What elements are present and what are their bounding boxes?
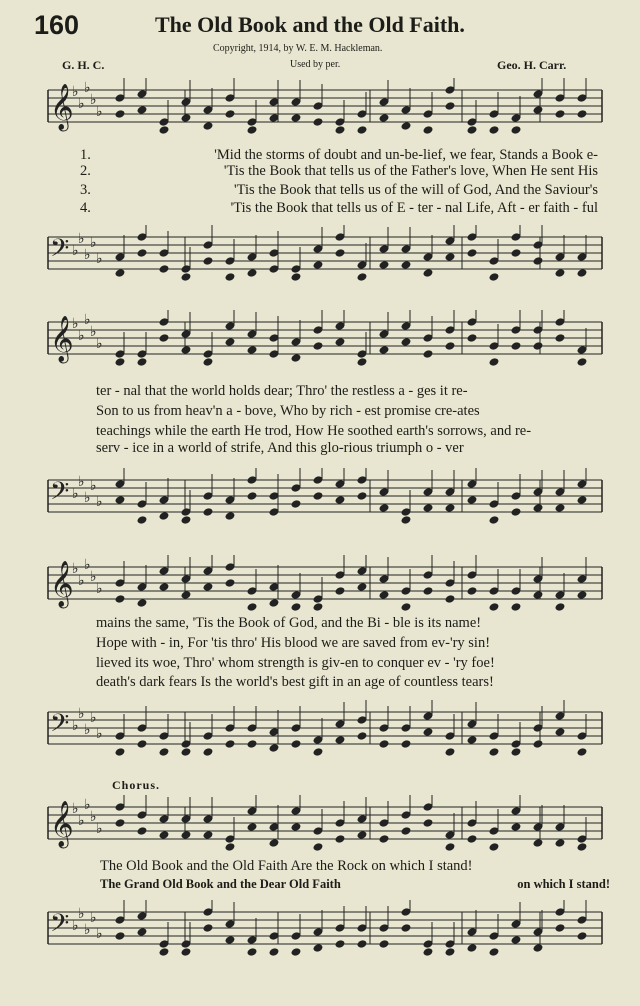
svg-text:♭: ♭ <box>84 798 91 813</box>
svg-text:𝄢: 𝄢 <box>50 478 70 511</box>
svg-text:𝄞: 𝄞 <box>50 84 74 129</box>
svg-text:♭: ♭ <box>72 719 79 734</box>
svg-text:♭: ♭ <box>72 85 79 100</box>
svg-text:♭: ♭ <box>96 582 103 597</box>
verse-3-line-2: teachings while the earth He trod, How He soothed earth's sorrows, and re- <box>96 423 532 439</box>
chorus-line-1: The Old Book and the Old Faith Are the Rock on which I stand! <box>100 858 473 874</box>
svg-text:♭: ♭ <box>78 232 85 247</box>
svg-text:♭: ♭ <box>84 81 91 96</box>
chorus-label: Chorus. <box>112 778 161 792</box>
verse-3-line-1: 3. 'Tis the Book that tells us of the will of God, And the Saviour's <box>80 182 598 198</box>
svg-text:♭: ♭ <box>84 723 91 738</box>
svg-text:♭: ♭ <box>78 329 85 344</box>
verse-1-line-1: 1. 'Mid the storms of doubt and un-be-lief, we fear, Stands a Book e- <box>80 147 598 163</box>
svg-text:♭: ♭ <box>84 923 91 938</box>
svg-text:♭: ♭ <box>72 562 79 577</box>
usage-notice: Used by per. <box>290 59 341 70</box>
verse-3-line-3: lieved its woe, Thro' whom strength is giv-en to conquer ev - 'ry foe! <box>96 655 495 671</box>
svg-text:♭: ♭ <box>90 711 97 726</box>
svg-text:♭: ♭ <box>72 317 79 332</box>
svg-text:♭: ♭ <box>96 727 103 742</box>
svg-text:♭: ♭ <box>78 907 85 922</box>
bass-staff-system-3 <box>0 700 640 765</box>
svg-text:♭: ♭ <box>90 325 97 340</box>
composer-credit: Geo. H. Carr. <box>497 58 567 72</box>
svg-text:𝄢: 𝄢 <box>50 710 70 743</box>
bass-staff-chorus <box>0 900 640 975</box>
svg-text:𝄢: 𝄢 <box>50 235 70 268</box>
svg-text:𝄞: 𝄞 <box>50 316 74 361</box>
svg-text:♭: ♭ <box>78 574 85 589</box>
svg-text:♭: ♭ <box>84 558 91 573</box>
hymn-number: 160 <box>34 10 80 40</box>
treble-staff-chorus <box>0 795 640 865</box>
svg-text:♭: ♭ <box>78 814 85 829</box>
treble-staff-system-2 <box>0 310 640 380</box>
svg-text:♭: ♭ <box>84 248 91 263</box>
chorus-line-2-a: The Grand Old Book and the Dear Old Faith <box>100 877 341 891</box>
svg-text:♭: ♭ <box>84 313 91 328</box>
chorus-line-2-b: on which I stand! <box>517 877 610 891</box>
svg-text:♭: ♭ <box>84 491 91 506</box>
verse-number: 1. <box>80 147 91 163</box>
svg-text:𝄢: 𝄢 <box>50 910 70 943</box>
svg-text:♭: ♭ <box>90 93 97 108</box>
verse-1-line-2: ter - nal that the world holds dear; Thro' the restless a - ges it re- <box>96 383 468 399</box>
svg-text:♭: ♭ <box>90 236 97 251</box>
svg-text:♭: ♭ <box>90 911 97 926</box>
svg-text:𝄞: 𝄞 <box>50 801 74 846</box>
bass-staff-system-2 <box>0 468 640 533</box>
svg-text:𝄞: 𝄞 <box>50 561 74 606</box>
svg-text:♭: ♭ <box>90 570 97 585</box>
svg-text:♭: ♭ <box>72 919 79 934</box>
verse-4-line-1: 4. 'Tis the Book that tells us of E - ter - nal Life, Aft - er faith - ful <box>80 200 598 216</box>
lyricist-credit: G. H. C. <box>62 58 105 72</box>
svg-text:♭: ♭ <box>78 707 85 722</box>
svg-text:♭: ♭ <box>78 97 85 112</box>
verse-1-line-3: mains the same, 'Tis the Book of God, and the Bi - ble is its name! <box>96 615 482 631</box>
copyright-notice: Copyright, 1914, by W. E. M. Hackleman. <box>213 43 383 54</box>
verse-number: 2. <box>80 163 91 179</box>
verse-number: 3. <box>80 182 91 198</box>
svg-text:♭: ♭ <box>96 337 103 352</box>
svg-text:♭: ♭ <box>96 495 103 510</box>
chorus-line-2 <box>100 877 610 892</box>
verse-2-line-3: Hope with - in, For 'tis thro' His blood we are saved from ev-'ry sin! <box>96 635 491 651</box>
verse-number: 4. <box>80 200 91 216</box>
hymn-title: The Old Book and the Old Faith. <box>155 12 465 37</box>
svg-text:♭: ♭ <box>72 802 79 817</box>
svg-text:♭: ♭ <box>90 479 97 494</box>
svg-text:♭: ♭ <box>96 822 103 837</box>
svg-text:♭: ♭ <box>96 927 103 942</box>
verse-2-line-2: Son to us from heav'n a - bove, Who by rich - est promise cre-ates <box>96 403 480 419</box>
treble-staff-system-1 <box>0 78 640 148</box>
bass-staff-system-1 <box>0 225 640 285</box>
verse-4-line-3: death's dark fears Is the world's best gift in an age of countless tears! <box>96 674 494 690</box>
svg-text:♭: ♭ <box>78 475 85 490</box>
svg-text:♭: ♭ <box>96 105 103 120</box>
svg-text:♭: ♭ <box>72 244 79 259</box>
svg-text:♭: ♭ <box>96 252 103 267</box>
svg-text:♭: ♭ <box>90 810 97 825</box>
verse-4-line-2: serv - ice in a world of strife, And this glo-rious triumph o - ver <box>96 440 464 456</box>
verse-2-line-1: 2. 'Tis the Book that tells us of the Father's love, When He sent His <box>80 163 598 179</box>
svg-text:♭: ♭ <box>72 487 79 502</box>
